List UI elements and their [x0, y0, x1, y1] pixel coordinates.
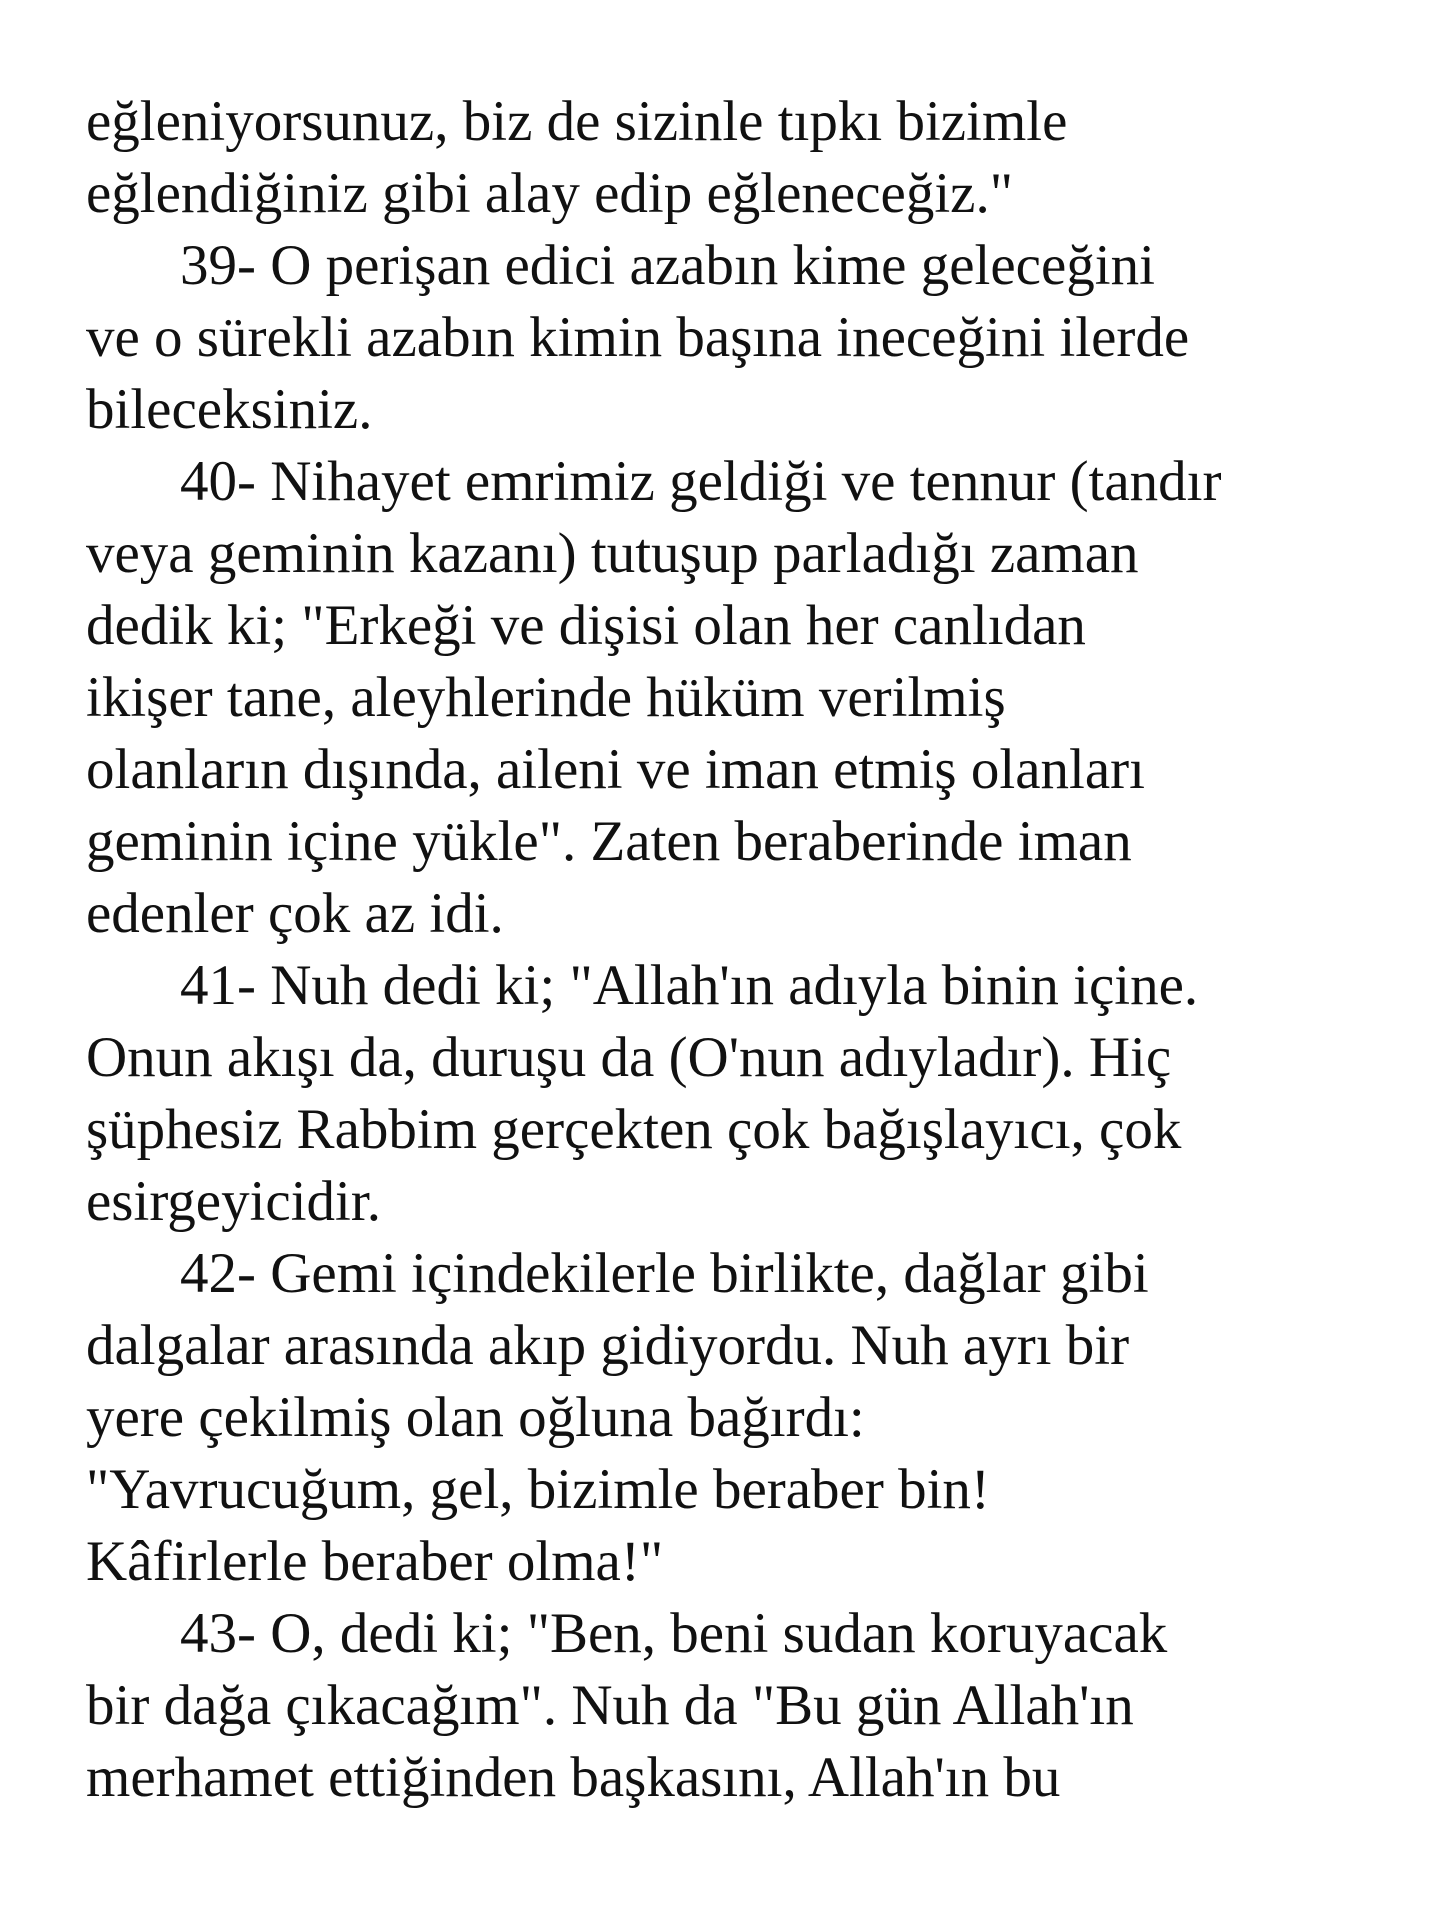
text-line: ve o sürekli azabın kimin başına ineceğini ilerde: [86, 306, 1190, 369]
verse-43-start: 43- O, dedi ki; "Ben, beni sudan koruyacak: [180, 1602, 1168, 1665]
text-line: edenler çok az idi.: [86, 882, 504, 945]
text-line: Kâfirlerle beraber olma!": [86, 1530, 664, 1593]
verse-40-start: 40- Nihayet emrimiz geldiği ve tennur (tandır: [180, 450, 1222, 513]
text-line: dedik ki; "Erkeği ve dişisi olan her canlıdan: [86, 594, 1086, 657]
text-line: esirgeyicidir.: [86, 1170, 381, 1233]
text-line: ikişer tane, aleyhlerinde hüküm verilmiş: [86, 666, 1006, 729]
text-line: bileceksiniz.: [86, 378, 373, 441]
text-line: dalgalar arasında akıp gidiyordu. Nuh ayrı bir: [86, 1314, 1130, 1377]
text-line: eğlendiğiniz gibi alay edip eğleneceğiz.": [86, 162, 1013, 225]
verse-41-start: 41- Nuh dedi ki; "Allah'ın adıyla binin içine.: [180, 954, 1199, 1017]
text-line: geminin içine yükle". Zaten beraberinde iman: [86, 810, 1132, 873]
text-line: veya geminin kazanı) tutuşup parladığı zaman: [86, 522, 1139, 585]
text-line: merhamet ettiğinden başkasını, Allah'ın bu: [86, 1746, 1061, 1809]
text-line: Onun akışı da, duruşu da (O'nun adıyladır). Hiç: [86, 1026, 1172, 1089]
text-line: şüphesiz Rabbim gerçekten çok bağışlayıcı, çok: [86, 1098, 1182, 1161]
verse-42-start: 42- Gemi içindekilerle birlikte, dağlar gibi: [180, 1242, 1149, 1305]
text-line: olanların dışında, aileni ve iman etmiş olanları: [86, 738, 1145, 801]
text-line: bir dağa çıkacağım". Nuh da "Bu gün Allah'ın: [86, 1674, 1134, 1737]
text-line: "Yavrucuğum, gel, bizimle beraber bin!: [86, 1458, 990, 1521]
document-page: [86, 86, 1406, 1814]
verse-39-start: 39- O perişan edici azabın kime geleceğini: [180, 234, 1155, 297]
text-line: eğleniyorsunuz, biz de sizinle tıpkı bizimle: [86, 90, 1068, 153]
text-line: yere çekilmiş olan oğluna bağırdı:: [86, 1386, 865, 1449]
